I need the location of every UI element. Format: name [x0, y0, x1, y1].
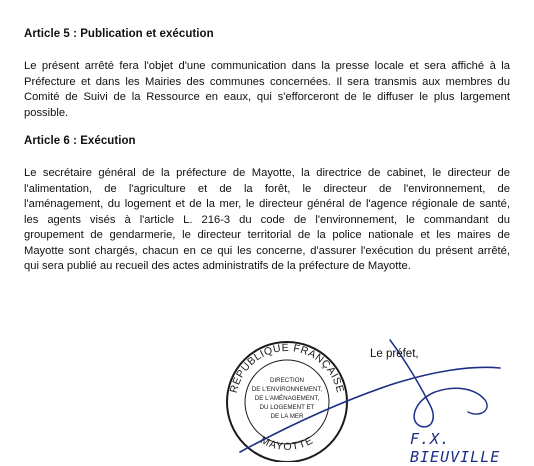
paragraph-line: les agents visés à l'article L. 216-3 du code de l'environnement, le commandant du [24, 213, 510, 226]
stamp-outer-top: RÉPUBLIQUE FRANÇAISE [227, 341, 347, 395]
article-5-heading: Article 5 : Publication et exécution [24, 28, 214, 40]
stamp-inner-line: DE LA MER [270, 413, 304, 420]
paragraph-line: Mayotte sont chargés, chacun en ce qui les concerne, d'assurer l'exécution du présent arrêté, [24, 244, 510, 257]
paragraph-line: Préfecture et dans les Mairies des communes concernées. Il sera transmis aux membres du [24, 75, 510, 88]
stamp-outer-bottom: MAYOTTE [258, 434, 316, 453]
signatory-title: Le préfet, [370, 348, 419, 360]
stamp-inner-line: DE L'ENVIRONNEMENT, [251, 386, 323, 393]
paragraph-line: possible. [24, 106, 69, 119]
article-6-paragraph [24, 166, 510, 275]
paragraph-line: l'aménagement, du logement et de la mer, le directeur général de l'agence régionale de santé, [24, 198, 510, 210]
paragraph-line: Comité de Suivi de la Ressource en eaux, qui s'efforceront de le diffuser le plus largement [24, 91, 510, 103]
paragraph-line: l'alimentation, de l'agriculture et de la forêt, le directeur de l'environnement, de [24, 182, 510, 195]
paragraph-line: Le présent arrêté fera l'objet d'une communication dans la presse locale et sera affiché à la [24, 60, 510, 72]
stamp-inner-line: DE L'AMÉNAGEMENT, [254, 395, 320, 402]
stamp-inner-line: DIRECTION [269, 377, 305, 384]
paragraph-line: Le secrétaire général de la préfecture de Mayotte, la directrice de cabinet, le directeur de [24, 167, 510, 179]
signatory-name: F.X. BIEUVILLE [410, 430, 501, 466]
stamp-inner-line: DU LOGEMENT ET [259, 404, 315, 411]
paragraph-line: groupement de gendarmerie, le directeur territorial de la police nationale et les maires de [24, 229, 510, 241]
article-6-heading: Article 6 : Exécution [24, 135, 136, 147]
paragraph-line: qui sera publié au recueil des actes administratifs de la préfecture de Mayotte. [24, 260, 411, 272]
article-5-paragraph [24, 59, 510, 121]
